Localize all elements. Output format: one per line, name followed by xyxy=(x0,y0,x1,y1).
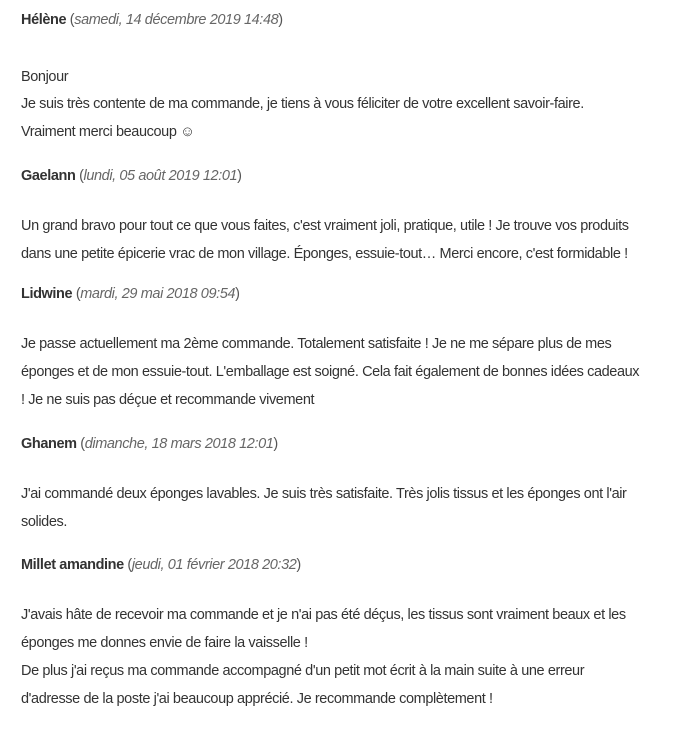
review-header: Ghanem (dimanche, 18 mars 2018 12:01) xyxy=(21,436,278,452)
review-line: éponges me donnes envie de faire la vaisselle ! xyxy=(21,635,308,651)
review-date: jeudi, 01 février 2018 20:32 xyxy=(131,557,297,573)
review-body xyxy=(21,601,661,713)
review-body xyxy=(21,480,661,536)
review-date: mardi, 29 mai 2018 09:54 xyxy=(80,286,236,302)
review-header: Gaelann (lundi, 05 août 2019 12:01) xyxy=(21,168,242,184)
review-line: ! Je ne suis pas déçue et recommande vivement xyxy=(21,392,315,408)
review-date: lundi, 05 août 2019 12:01 xyxy=(83,168,238,184)
review-line: Un grand bravo pour tout ce que vous faites, c'est vraiment joli, pratique, utile ! Je trouve vos produits xyxy=(21,218,629,234)
review-item xyxy=(21,146,661,268)
review-body xyxy=(21,64,661,146)
review-line: éponges et de mon essuie-tout. L'emballage est soigné. Cela fait également de bonnes idées cadeaux xyxy=(21,364,640,380)
review-line: J'ai commandé deux éponges lavables. Je suis très satisfaite. Très jolis tissus et les éponges ont l'air xyxy=(21,486,627,502)
review-line: Vraiment merci beaucoup ☺ xyxy=(21,124,195,140)
review-item xyxy=(21,268,661,414)
review-author: Hélène xyxy=(21,12,67,28)
review-body xyxy=(21,330,661,414)
review-header: Hélène (samedi, 14 décembre 2019 14:48) xyxy=(21,12,283,28)
review-body xyxy=(21,212,661,268)
review-date: dimanche, 18 mars 2018 12:01 xyxy=(84,436,274,452)
review-item xyxy=(21,0,661,146)
review-line: Je suis très contente de ma commande, je tiens à vous féliciter de votre excellent savoir-faire. xyxy=(21,96,584,112)
review-line: J'avais hâte de recevoir ma commande et je n'ai pas été déçus, les tissus sont vraiment beaux et les xyxy=(21,607,626,623)
review-author: Millet amandine xyxy=(21,557,124,573)
review-line: De plus j'ai reçus ma commande accompagné d'un petit mot écrit à la main suite à une erreur xyxy=(21,663,585,679)
review-header: Millet amandine (jeudi, 01 février 2018 20:32) xyxy=(21,557,301,573)
review-line: Bonjour xyxy=(21,69,69,85)
review-item xyxy=(21,536,661,713)
review-header: Lidwine (mardi, 29 mai 2018 09:54) xyxy=(21,286,240,302)
review-author: Lidwine xyxy=(21,286,73,302)
review-author: Gaelann xyxy=(21,168,76,184)
review-line: solides. xyxy=(21,514,67,530)
review-line: d'adresse de la poste j'ai beaucoup apprécié. Je recommande complètement ! xyxy=(21,691,493,707)
review-date: samedi, 14 décembre 2019 14:48 xyxy=(74,12,279,28)
review-author: Ghanem xyxy=(21,436,77,452)
review-line: dans une petite épicerie vrac de mon village. Éponges, essuie-tout… Merci encore, c'est formidable ! xyxy=(21,246,628,262)
review-item xyxy=(21,414,661,536)
review-line: Je passe actuellement ma 2ème commande. Totalement satisfaite ! Je ne me sépare plus de mes xyxy=(21,336,612,352)
